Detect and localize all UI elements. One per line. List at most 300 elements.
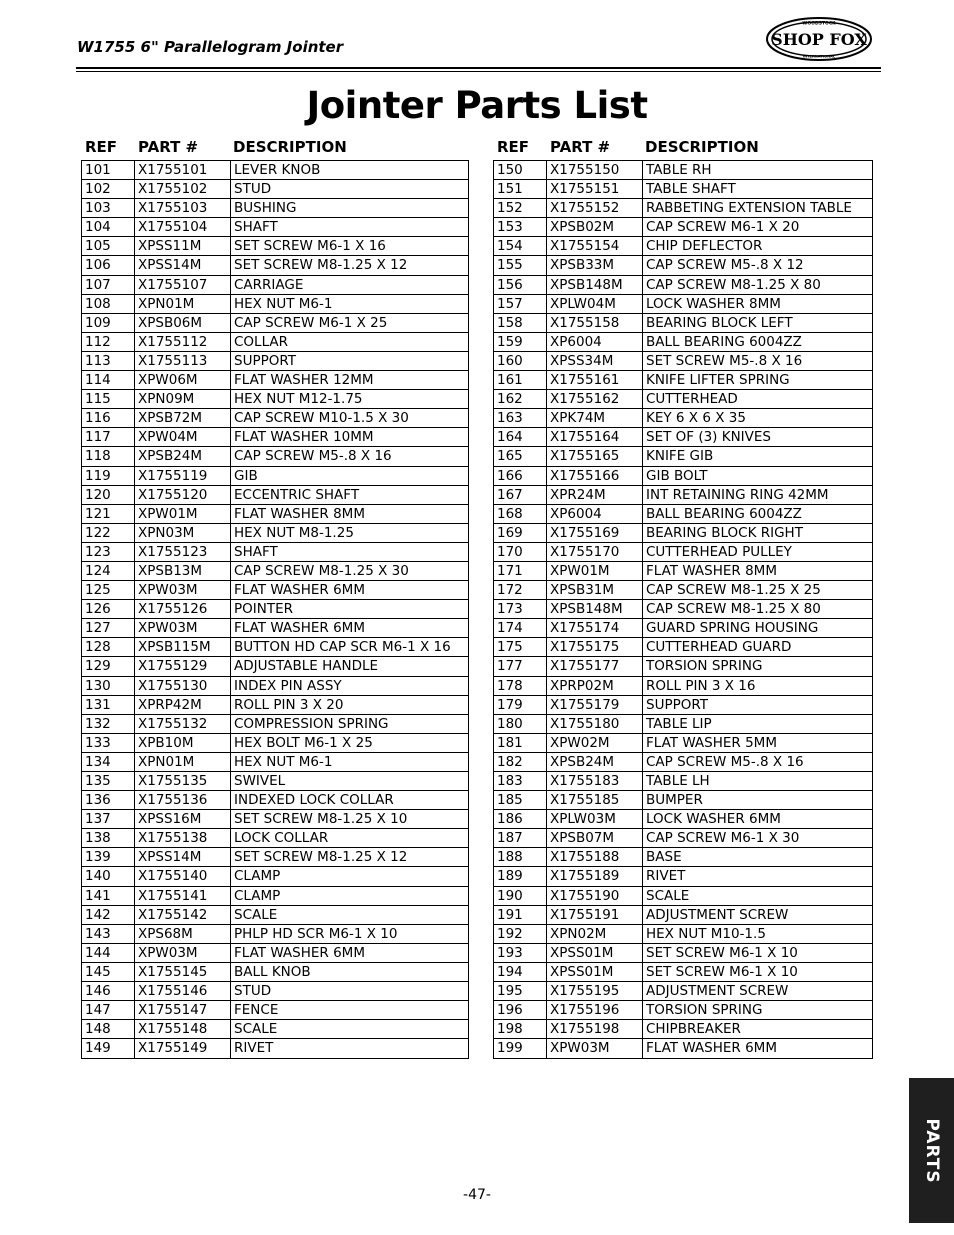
ref-cell: 134 [82, 753, 135, 771]
part-number-cell: X1755147 [135, 1001, 231, 1019]
table-row [494, 810, 872, 829]
description-cell: BUTTON HD CAP SCR M6-1 X 16 [234, 639, 451, 656]
table-row [494, 524, 872, 543]
table-row [494, 562, 872, 581]
table-row [494, 829, 872, 848]
ref-cell: 179 [494, 696, 547, 714]
table-row [82, 753, 468, 772]
table-row [82, 562, 468, 581]
table-row [82, 867, 468, 886]
part-number-cell: X1755185 [547, 791, 643, 809]
table-row [82, 791, 468, 810]
description-cell: BUMPER [646, 792, 703, 809]
description-cell: SET SCREW M6-1 X 16 [234, 238, 386, 255]
ref-cell: 182 [494, 753, 547, 771]
part-number-cell: XPSB07M [547, 829, 643, 847]
ref-cell: 120 [82, 486, 135, 504]
description-cell: BEARING BLOCK RIGHT [646, 524, 803, 541]
description-cell: CAP SCREW M6-1 X 25 [234, 314, 388, 331]
ref-cell: 186 [494, 810, 547, 828]
table-row [494, 237, 872, 256]
table-row [82, 944, 468, 963]
ref-cell: 127 [82, 619, 135, 637]
table-row [82, 715, 468, 734]
col-ref-header: REF [85, 138, 118, 156]
table-row [82, 982, 468, 1001]
table-row [494, 352, 872, 371]
ref-cell: 151 [494, 180, 547, 198]
part-number-cell: XPW01M [135, 505, 231, 523]
description-cell: SET OF (3) KNIVES [646, 429, 772, 446]
ref-cell: 174 [494, 619, 547, 637]
table-row [494, 543, 872, 562]
ref-cell: 115 [82, 390, 135, 408]
ref-cell: 114 [82, 371, 135, 389]
part-number-cell: XPLW04M [547, 295, 643, 313]
description-cell: CARRIAGE [234, 276, 304, 293]
ref-cell: 156 [494, 276, 547, 294]
table-row [82, 505, 468, 524]
table-row [494, 371, 872, 390]
table-row [494, 276, 872, 295]
part-number-cell: XPSS01M [547, 944, 643, 962]
ref-cell: 149 [82, 1039, 135, 1058]
table-row [82, 638, 468, 657]
ref-cell: 191 [494, 906, 547, 924]
part-number-cell: XPR24M [547, 486, 643, 504]
table-row [494, 447, 872, 466]
part-number-cell: XPSB148M [547, 600, 643, 618]
description-cell: CAP SCREW M5-.8 X 16 [646, 753, 804, 770]
part-number-cell: XPW03M [547, 1039, 643, 1058]
part-number-cell: X1755179 [547, 696, 643, 714]
part-number-cell: XPN03M [135, 524, 231, 542]
table-row [494, 1020, 872, 1039]
page-number: -47- [463, 1187, 491, 1203]
part-number-cell: X1755103 [135, 199, 231, 217]
description-cell: LOCK WASHER 8MM [646, 295, 781, 312]
part-number-cell: X1755189 [547, 867, 643, 885]
ref-cell: 122 [82, 524, 135, 542]
table-row [494, 600, 872, 619]
table-row [494, 199, 872, 218]
part-number-cell: X1755152 [547, 199, 643, 217]
description-cell: HEX NUT M6-1 [234, 753, 333, 770]
table-row [82, 829, 468, 848]
table-row [82, 218, 468, 237]
description-cell: RIVET [646, 868, 686, 885]
part-number-cell: X1755164 [547, 428, 643, 446]
ref-cell: 148 [82, 1020, 135, 1038]
description-cell: FLAT WASHER 10MM [234, 429, 374, 446]
part-number-cell: X1755148 [135, 1020, 231, 1038]
part-number-cell: XPS68M [135, 925, 231, 943]
ref-cell: 185 [494, 791, 547, 809]
description-cell: FLAT WASHER 6MM [646, 1040, 777, 1057]
ref-cell: 112 [82, 333, 135, 351]
table-row [82, 810, 468, 829]
ref-cell: 181 [494, 734, 547, 752]
ref-cell: 161 [494, 371, 547, 389]
description-cell: HEX NUT M12-1.75 [234, 391, 363, 408]
ref-cell: 150 [494, 161, 547, 179]
ref-cell: 153 [494, 218, 547, 236]
ref-cell: 167 [494, 486, 547, 504]
table-row [82, 696, 468, 715]
ref-cell: 109 [82, 314, 135, 332]
part-number-cell: XPN01M [135, 753, 231, 771]
ref-cell: 194 [494, 963, 547, 981]
description-cell: ROLL PIN 3 X 20 [234, 696, 344, 713]
part-number-cell: X1755188 [547, 848, 643, 866]
table-row [82, 657, 468, 676]
part-number-cell: XPSB31M [547, 581, 643, 599]
header-rule-thin [76, 71, 881, 72]
description-cell: TORSION SPRING [646, 658, 763, 675]
description-cell: FLAT WASHER 6MM [234, 620, 365, 637]
description-cell: CUTTERHEAD [646, 391, 738, 408]
description-cell: CAP SCREW M6-1 X 20 [646, 219, 800, 236]
part-number-cell: XPSB72M [135, 409, 231, 427]
table-row [82, 1039, 468, 1058]
part-number-cell: X1755146 [135, 982, 231, 1000]
description-cell: KNIFE LIFTER SPRING [646, 372, 790, 389]
ref-cell: 105 [82, 237, 135, 255]
table-row [82, 772, 468, 791]
ref-cell: 130 [82, 677, 135, 695]
part-number-cell: XPSB33M [547, 256, 643, 274]
part-number-cell: XPSS11M [135, 237, 231, 255]
description-cell: ROLL PIN 3 X 16 [646, 677, 756, 694]
part-number-cell: X1755135 [135, 772, 231, 790]
table-row [82, 180, 468, 199]
table-row [494, 218, 872, 237]
table-row [82, 447, 468, 466]
table-row [82, 677, 468, 696]
description-cell: FLAT WASHER 12MM [234, 372, 374, 389]
part-number-cell: XPK74M [547, 409, 643, 427]
table-row [494, 657, 872, 676]
description-cell: GUARD SPRING HOUSING [646, 620, 819, 637]
ref-cell: 199 [494, 1039, 547, 1058]
table-row [494, 180, 872, 199]
part-number-cell: X1755198 [547, 1020, 643, 1038]
description-cell: SCALE [234, 1021, 278, 1038]
description-cell: TABLE LH [646, 773, 710, 789]
description-cell: GIB BOLT [646, 467, 708, 484]
table-row [82, 524, 468, 543]
table-row [494, 314, 872, 333]
description-cell: CHIP DEFLECTOR [646, 238, 763, 255]
part-number-cell: XPW02M [547, 734, 643, 752]
part-number-cell: X1755174 [547, 619, 643, 637]
part-number-cell: X1755154 [547, 237, 643, 255]
part-number-cell: X1755190 [547, 887, 643, 905]
part-number-cell: X1755107 [135, 276, 231, 294]
table-row [494, 867, 872, 886]
part-number-cell: XPRP02M [547, 677, 643, 695]
part-number-cell: XPSS14M [135, 848, 231, 866]
part-number-cell: X1755191 [547, 906, 643, 924]
parts-table-right [493, 138, 873, 1059]
description-cell: CAP SCREW M8-1.25 X 30 [234, 562, 409, 579]
description-cell: CHIPBREAKER [646, 1021, 741, 1038]
table-row [494, 581, 872, 600]
part-number-cell: X1755112 [135, 333, 231, 351]
part-number-cell: X1755138 [135, 829, 231, 847]
part-number-cell: X1755104 [135, 218, 231, 236]
table-row [82, 925, 468, 944]
description-cell: SCALE [646, 887, 690, 904]
shop-fox-logo [765, 16, 873, 62]
description-cell: ADJUSTABLE HANDLE [234, 658, 379, 675]
description-cell: LOCK COLLAR [234, 830, 329, 847]
table-row [494, 848, 872, 867]
part-number-cell: XPSB115M [135, 638, 231, 656]
description-cell: SWIVEL [234, 773, 286, 789]
ref-cell: 121 [82, 505, 135, 523]
description-cell: CAP SCREW M8-1.25 X 25 [646, 582, 821, 599]
table-row [82, 906, 468, 925]
part-number-cell: X1755142 [135, 906, 231, 924]
description-cell: BALL BEARING 6004ZZ [646, 505, 802, 522]
part-number-cell: X1755120 [135, 486, 231, 504]
description-cell: STUD [234, 983, 272, 1000]
description-cell: FENCE [234, 1002, 279, 1019]
table-row [82, 1001, 468, 1020]
part-number-cell: X1755130 [135, 677, 231, 695]
page-title: Jointer Parts List [306, 84, 648, 127]
ref-cell: 119 [82, 467, 135, 485]
description-cell: ECCENTRIC SHAFT [234, 486, 360, 503]
ref-cell: 147 [82, 1001, 135, 1019]
ref-cell: 131 [82, 696, 135, 714]
col-part-header: PART # [138, 138, 199, 156]
ref-cell: 116 [82, 409, 135, 427]
ref-cell: 125 [82, 581, 135, 599]
ref-cell: 189 [494, 867, 547, 885]
col-ref-header: REF [497, 138, 530, 156]
ref-cell: 155 [494, 256, 547, 274]
table-row [494, 715, 872, 734]
description-cell: SCALE [234, 906, 278, 923]
ref-cell: 108 [82, 295, 135, 313]
parts-grid-left [81, 160, 469, 1059]
table-header [493, 138, 873, 160]
description-cell: FLAT WASHER 6MM [234, 944, 365, 961]
description-cell: KEY 6 X 6 X 35 [646, 410, 746, 427]
ref-cell: 193 [494, 944, 547, 962]
part-number-cell: XPSS01M [547, 963, 643, 981]
description-cell: SET SCREW M8-1.25 X 10 [234, 811, 408, 828]
description-cell: SET SCREW M8-1.25 X 12 [234, 257, 408, 274]
ref-cell: 152 [494, 199, 547, 217]
table-row [494, 963, 872, 982]
part-number-cell: XPLW03M [547, 810, 643, 828]
part-number-cell: X1755161 [547, 371, 643, 389]
description-cell: ADJUSTMENT SCREW [646, 906, 789, 923]
description-cell: SHAFT [234, 543, 278, 560]
table-row [82, 237, 468, 256]
table-row [82, 486, 468, 505]
ref-cell: 103 [82, 199, 135, 217]
ref-cell: 158 [494, 314, 547, 332]
ref-cell: 113 [82, 352, 135, 370]
table-row [82, 581, 468, 600]
part-number-cell: XPSB13M [135, 562, 231, 580]
ref-cell: 175 [494, 638, 547, 656]
ref-cell: 172 [494, 581, 547, 599]
description-cell: CAP SCREW M10-1.5 X 30 [234, 410, 409, 427]
ref-cell: 118 [82, 447, 135, 465]
part-number-cell: XPB10M [135, 734, 231, 752]
ref-cell: 159 [494, 333, 547, 351]
table-row [494, 333, 872, 352]
part-number-cell: X1755169 [547, 524, 643, 542]
ref-cell: 107 [82, 276, 135, 294]
description-cell: HEX NUT M6-1 [234, 295, 333, 312]
ref-cell: 104 [82, 218, 135, 236]
ref-cell: 143 [82, 925, 135, 943]
part-number-cell: XPSB06M [135, 314, 231, 332]
ref-cell: 157 [494, 295, 547, 313]
description-cell: CAP SCREW M8-1.25 X 80 [646, 601, 821, 618]
parts-section-tab [909, 1078, 954, 1223]
table-row [82, 467, 468, 486]
table-row [494, 696, 872, 715]
ref-cell: 144 [82, 944, 135, 962]
description-cell: FLAT WASHER 6MM [234, 582, 365, 599]
ref-cell: 171 [494, 562, 547, 580]
part-number-cell: X1755126 [135, 600, 231, 618]
table-row [82, 276, 468, 295]
part-number-cell: X1755123 [135, 543, 231, 561]
description-cell: BALL KNOB [234, 963, 311, 980]
part-number-cell: XPW06M [135, 371, 231, 389]
ref-cell: 140 [82, 867, 135, 885]
table-row [494, 887, 872, 906]
table-row [82, 371, 468, 390]
table-row [82, 333, 468, 352]
table-row [494, 295, 872, 314]
ref-cell: 178 [494, 677, 547, 695]
description-cell: RIVET [234, 1040, 274, 1057]
part-number-cell: XPW03M [135, 581, 231, 599]
ref-cell: 173 [494, 600, 547, 618]
description-cell: CUTTERHEAD PULLEY [646, 543, 792, 560]
table-row [494, 1001, 872, 1020]
part-number-cell: X1755102 [135, 180, 231, 198]
part-number-cell: X1755183 [547, 772, 643, 790]
part-number-cell: X1755113 [135, 352, 231, 370]
description-cell: SHAFT [234, 219, 278, 236]
table-row [82, 1020, 468, 1039]
part-number-cell: X1755170 [547, 543, 643, 561]
table-row [494, 772, 872, 791]
part-number-cell: XPN01M [135, 295, 231, 313]
part-number-cell: XPSS14M [135, 256, 231, 274]
description-cell: TORSION SPRING [646, 1002, 763, 1019]
part-number-cell: X1755165 [547, 447, 643, 465]
table-row [494, 906, 872, 925]
table-row [494, 467, 872, 486]
table-row [494, 1039, 872, 1058]
part-number-cell: X1755149 [135, 1039, 231, 1058]
table-row [82, 848, 468, 867]
ref-cell: 187 [494, 829, 547, 847]
description-cell: COLLAR [234, 333, 289, 350]
part-number-cell: X1755180 [547, 715, 643, 733]
part-number-cell: XPN02M [547, 925, 643, 943]
table-row [82, 963, 468, 982]
part-number-cell: X1755151 [547, 180, 643, 198]
part-number-cell: X1755175 [547, 638, 643, 656]
header-rule [76, 67, 881, 69]
ref-cell: 163 [494, 409, 547, 427]
col-part-header: PART # [550, 138, 611, 156]
ref-cell: 154 [494, 237, 547, 255]
description-cell: CUTTERHEAD GUARD [646, 639, 792, 656]
ref-cell: 198 [494, 1020, 547, 1038]
ref-cell: 133 [82, 734, 135, 752]
part-number-cell: XPSB24M [547, 753, 643, 771]
ref-cell: 165 [494, 447, 547, 465]
ref-cell: 183 [494, 772, 547, 790]
ref-cell: 101 [82, 161, 135, 179]
part-number-cell: XPRP42M [135, 696, 231, 714]
ref-cell: 136 [82, 791, 135, 809]
table-row [494, 982, 872, 1001]
ref-cell: 146 [82, 982, 135, 1000]
description-cell: POINTER [234, 601, 294, 618]
description-cell: LOCK WASHER 6MM [646, 811, 781, 828]
table-row [494, 428, 872, 447]
description-cell: BASE [646, 849, 682, 866]
ref-cell: 139 [82, 848, 135, 866]
parts-tab-label: PARTS [921, 1117, 942, 1184]
part-number-cell: X1755136 [135, 791, 231, 809]
description-cell: TABLE LIP [646, 715, 712, 732]
table-row [494, 505, 872, 524]
ref-cell: 196 [494, 1001, 547, 1019]
description-cell: SET SCREW M6-1 X 10 [646, 944, 798, 961]
description-cell: CLAMP [234, 887, 281, 904]
document-header-title: W1755 6" Parallelogram Jointer [77, 38, 344, 56]
description-cell: BEARING BLOCK LEFT [646, 314, 793, 331]
logo-sub-top: WOODSTOCK [802, 21, 836, 27]
part-number-cell: XPW01M [547, 562, 643, 580]
part-number-cell: X1755158 [547, 314, 643, 332]
description-cell: ADJUSTMENT SCREW [646, 983, 789, 1000]
ref-cell: 188 [494, 848, 547, 866]
description-cell: SET SCREW M6-1 X 10 [646, 963, 798, 980]
table-row [494, 256, 872, 275]
description-cell: COMPRESSION SPRING [234, 715, 389, 732]
description-cell: FLAT WASHER 8MM [646, 562, 777, 579]
description-cell: LEVER KNOB [234, 162, 321, 178]
col-desc-header: DESCRIPTION [645, 138, 759, 156]
part-number-cell: XPSB24M [135, 447, 231, 465]
description-cell: STUD [234, 181, 272, 198]
ref-cell: 170 [494, 543, 547, 561]
ref-cell: 117 [82, 428, 135, 446]
table-row [82, 256, 468, 275]
part-number-cell: X1755196 [547, 1001, 643, 1019]
col-desc-header: DESCRIPTION [233, 138, 347, 156]
description-cell: FLAT WASHER 5MM [646, 734, 777, 751]
part-number-cell: XPSB148M [547, 276, 643, 294]
table-row [82, 543, 468, 562]
